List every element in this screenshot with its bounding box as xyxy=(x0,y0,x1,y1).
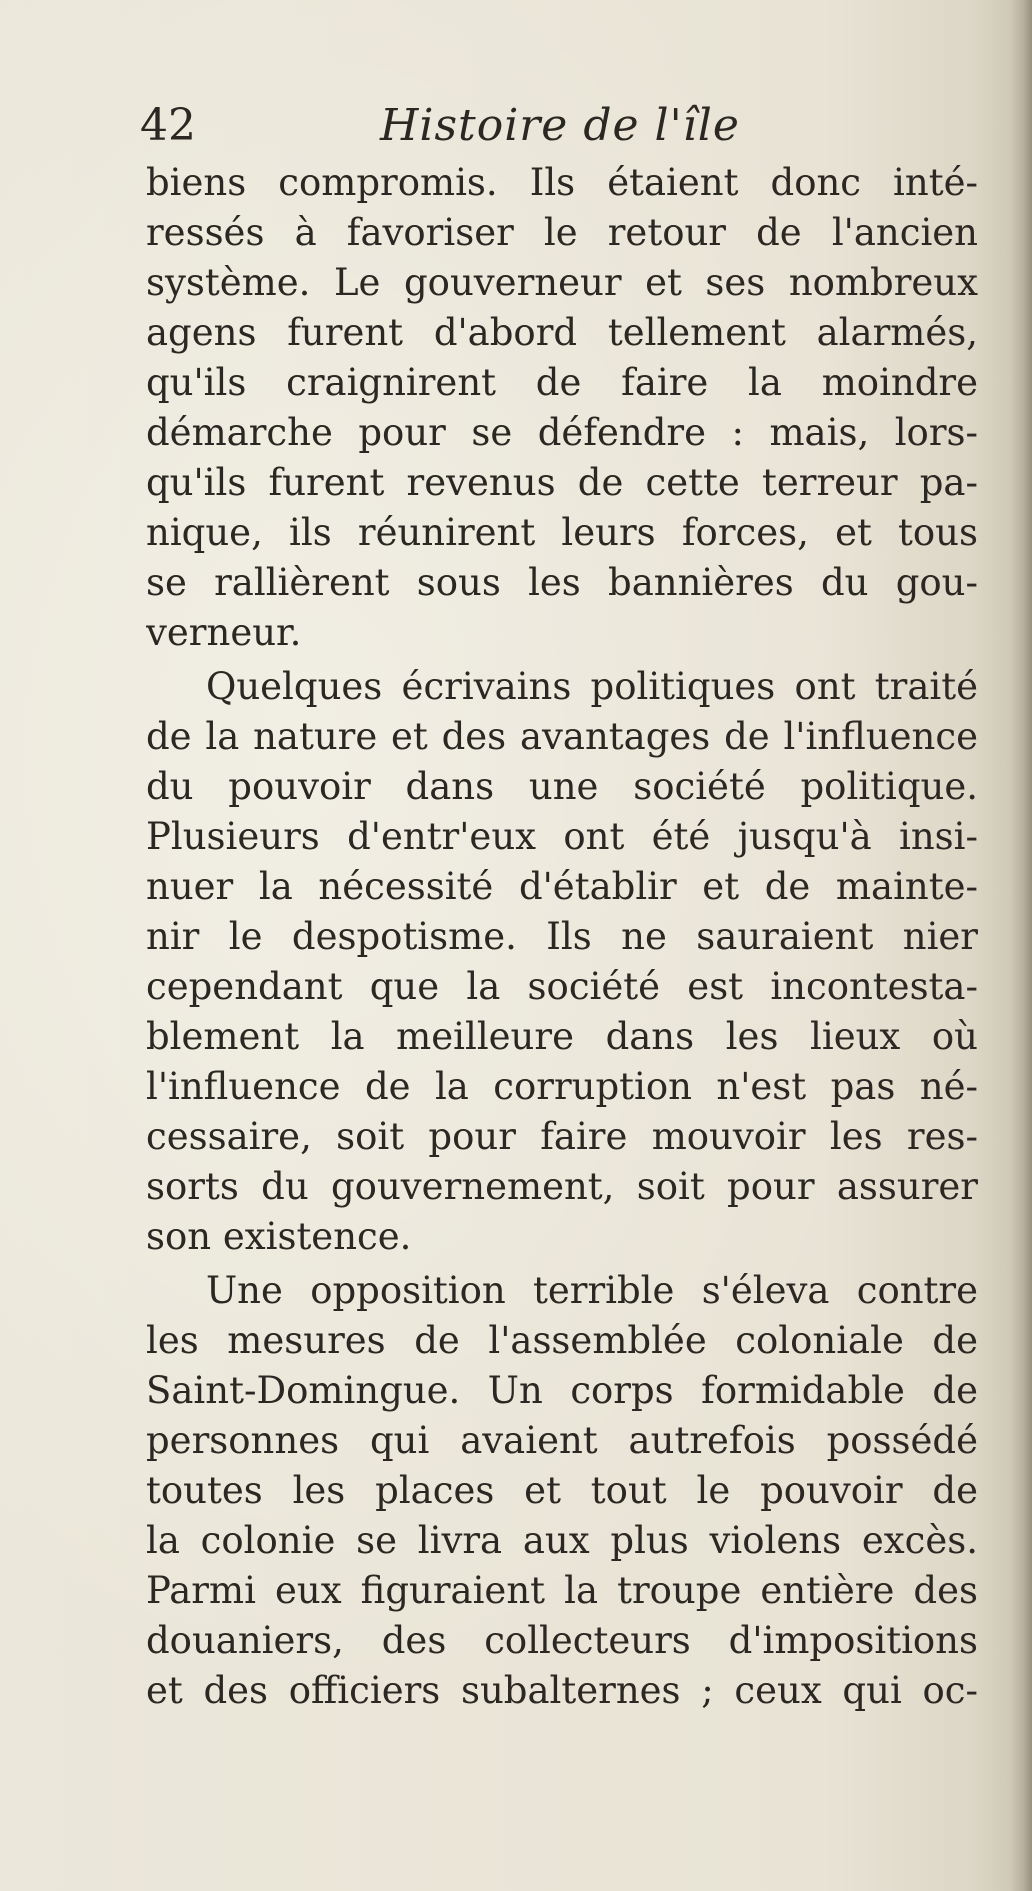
text-line: nique, ils réunirent leurs forces, et tous xyxy=(146,511,978,554)
paragraph-1 xyxy=(146,158,978,658)
paragraph-2 xyxy=(146,662,978,1262)
body-text xyxy=(146,158,978,1716)
text-line: qu'ils craignirent de faire la moindre xyxy=(146,361,978,404)
text-line: cessaire, soit pour faire mouvoir les res- xyxy=(146,1115,978,1158)
page-header xyxy=(140,96,980,156)
text-line: nuer la nécessité d'établir et de mainte- xyxy=(146,865,978,908)
text-line: l'influence de la corruption n'est pas né- xyxy=(146,1065,978,1108)
text-line: sorts du gouvernement, soit pour assurer xyxy=(146,1165,978,1208)
text-line: personnes qui avaient autrefois possédé xyxy=(146,1419,978,1462)
text-line: toutes les places et tout le pouvoir de xyxy=(146,1469,978,1512)
text-line: agens furent d'abord tellement alarmés, xyxy=(146,311,978,354)
page-number: 42 xyxy=(140,100,196,151)
text-line: Parmi eux figuraient la troupe entière des xyxy=(146,1569,978,1612)
paragraph-3 xyxy=(146,1266,978,1716)
text-line: et des officiers subalternes ; ceux qui oc- xyxy=(146,1669,978,1712)
text-line: du pouvoir dans une société politique. xyxy=(146,765,978,808)
text-line: Saint-Domingue. Un corps formidable de xyxy=(146,1369,978,1412)
text-line: biens compromis. Ils étaient donc inté- xyxy=(146,161,978,204)
text-line: verneur. xyxy=(146,611,302,654)
text-line: ressés à favoriser le retour de l'ancien xyxy=(146,211,978,254)
text-line: Plusieurs d'entr'eux ont été jusqu'à insi- xyxy=(146,815,978,858)
text-line: Une opposition terrible s'éleva contre xyxy=(206,1269,978,1312)
text-line: douaniers, des collecteurs d'impositions xyxy=(146,1619,978,1662)
text-line: de la nature et des avantages de l'influence xyxy=(146,715,978,758)
text-line: la colonie se livra aux plus violens excès. xyxy=(146,1519,978,1562)
text-line: système. Le gouverneur et ses nombreux xyxy=(146,261,978,304)
page-edge-shadow xyxy=(1010,0,1032,1891)
running-title: Histoire de l'île xyxy=(380,100,740,151)
text-line: blement la meilleure dans les lieux où xyxy=(146,1015,978,1058)
text-line: cependant que la société est incontesta- xyxy=(146,965,978,1008)
text-line: démarche pour se défendre : mais, lors- xyxy=(146,411,978,454)
text-line: son existence. xyxy=(146,1215,412,1258)
text-line: qu'ils furent revenus de cette terreur pa- xyxy=(146,461,978,504)
text-line: nir le despotisme. Ils ne sauraient nier xyxy=(146,915,978,958)
text-line: se rallièrent sous les bannières du gou- xyxy=(146,561,978,604)
text-line: les mesures de l'assemblée coloniale de xyxy=(146,1319,978,1362)
text-line: Quelques écrivains politiques ont traité xyxy=(206,665,978,708)
